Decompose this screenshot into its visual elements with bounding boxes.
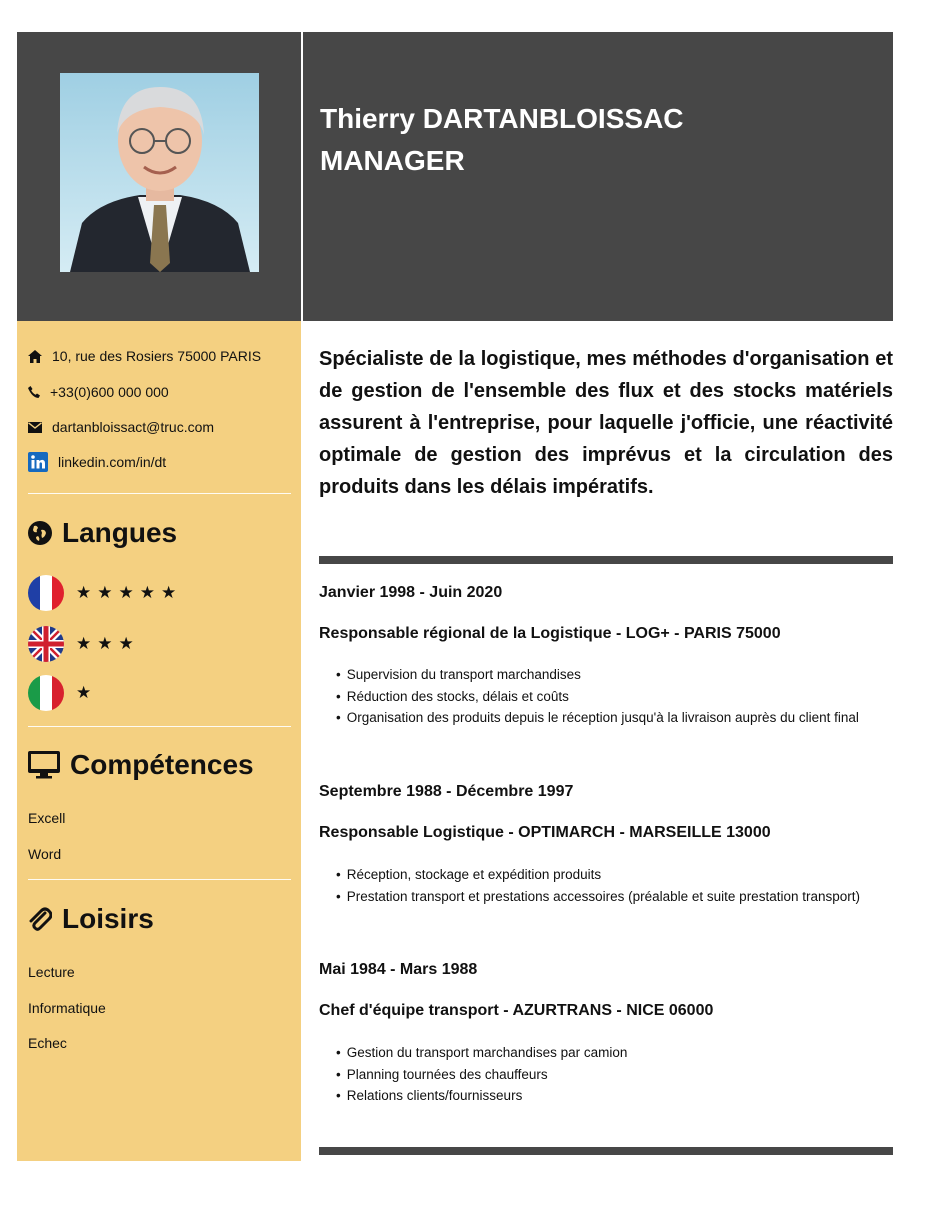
job-dates: Janvier 1998 - Juin 2020 <box>319 584 503 601</box>
home-icon <box>28 350 42 363</box>
job-tasks <box>336 664 859 729</box>
language-row <box>28 575 182 611</box>
contact-email[interactable] <box>28 419 214 435</box>
task-item: • Planning tournées des chauffeurs <box>336 1064 627 1086</box>
candidate-name: Thierry DARTANBLOISSAC <box>320 103 684 134</box>
languages-title: Langues <box>62 517 178 548</box>
skill-item: Word <box>28 846 62 862</box>
languages-heading <box>28 517 177 549</box>
skills-heading <box>28 749 254 781</box>
hobbies-heading <box>28 903 154 935</box>
phone-icon <box>28 386 40 398</box>
divider <box>28 493 291 494</box>
job-title: Responsable régional de la Logistique - LOG+ - PARIS 75000 <box>319 625 781 642</box>
uk-flag-icon <box>28 626 64 662</box>
divider <box>28 726 291 727</box>
globe-icon <box>28 521 52 545</box>
task-item: • Réception, stockage et expédition produits <box>336 864 860 886</box>
divider <box>28 879 291 880</box>
envelope-icon <box>28 422 42 433</box>
job-dates: Septembre 1988 - Décembre 1997 <box>319 783 574 800</box>
profile-photo <box>60 73 259 272</box>
task-item: • Supervision du transport marchandises <box>336 664 859 686</box>
section-divider-bar <box>319 1147 893 1155</box>
contact-address <box>28 348 261 364</box>
france-flag-icon <box>28 575 64 611</box>
skills-title: Compétences <box>70 749 254 780</box>
phone-text: +33(0)600 000 000 <box>50 384 169 400</box>
task-item: • Prestation transport et prestations accessoires (préalable et suite prestation transport) <box>336 886 860 908</box>
paperclip-icon <box>28 906 52 932</box>
task-item: • Relations clients/fournisseurs <box>336 1085 627 1107</box>
task-item: • Réduction des stocks, délais et coûts <box>336 686 859 708</box>
photo-panel <box>17 32 301 321</box>
hobbies-title: Loisirs <box>62 903 154 934</box>
linkedin-icon <box>28 452 48 472</box>
task-item: • Organisation des produits depuis le réception jusqu'à la livraison auprès du client final <box>336 707 859 729</box>
linkedin-text[interactable]: linkedin.com/in/dt <box>58 454 167 470</box>
language-stars: ★★★ <box>76 634 140 653</box>
monitor-icon <box>28 751 60 779</box>
job-title: Responsable Logistique - OPTIMARCH - MARSEILLE 13000 <box>319 824 771 841</box>
language-row <box>28 675 97 711</box>
sidebar <box>17 321 301 1161</box>
hobby-item: Echec <box>28 1035 67 1051</box>
name-block <box>320 98 684 182</box>
hobby-item: Informatique <box>28 1000 106 1016</box>
profile-summary: Spécialiste de la logistique, mes méthodes d'organisation et de gestion de l'ensemble des flux et des stocks matériels assurent à l'entreprise, pour laquelle j'officie, une réactivité optimale de gestion des imprévus et la circulation des produits dans les délais impératifs. <box>319 348 893 498</box>
address-text: 10, rue des Rosiers 75000 PARIS <box>52 348 262 364</box>
job-tasks <box>336 1042 627 1107</box>
header-banner <box>303 32 893 321</box>
language-row <box>28 626 140 662</box>
italy-flag-icon <box>28 675 64 711</box>
section-divider-bar <box>319 556 893 564</box>
contact-linkedin[interactable] <box>28 452 166 472</box>
language-stars: ★ <box>76 683 98 702</box>
job-tasks <box>336 864 860 907</box>
task-item: • Gestion du transport marchandises par camion <box>336 1042 627 1064</box>
contact-phone <box>28 384 169 400</box>
skill-item: Excell <box>28 810 66 826</box>
hobby-item: Lecture <box>28 964 75 980</box>
candidate-role: MANAGER <box>320 145 465 176</box>
language-stars: ★★★★★ <box>76 583 183 602</box>
job-dates: Mai 1984 - Mars 1988 <box>319 961 478 978</box>
email-text[interactable]: dartanbloissact@truc.com <box>52 419 215 435</box>
job-title: Chef d'équipe transport - AZURTRANS - NICE 06000 <box>319 1002 714 1019</box>
